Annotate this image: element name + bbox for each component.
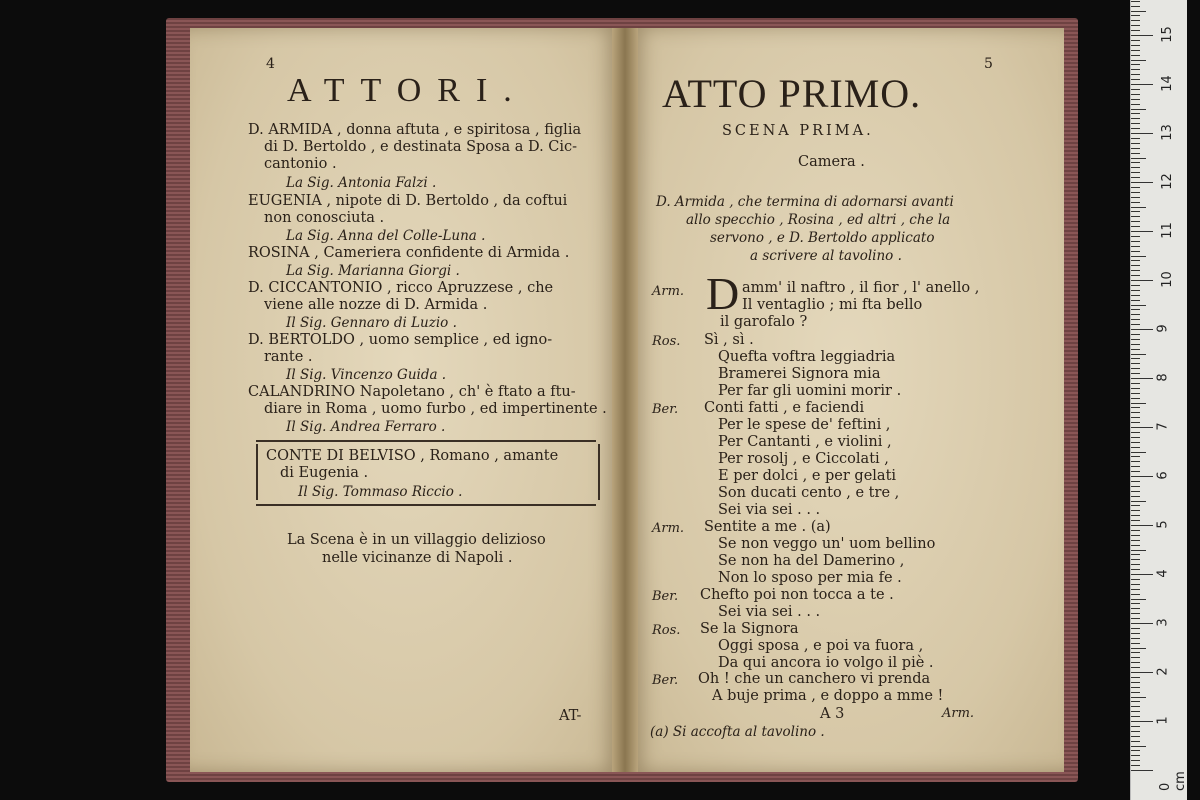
ruler-tick (1131, 197, 1140, 198)
speaker-label: Ber. (652, 673, 679, 688)
verse-line: Per Cantanti , e violini , (718, 434, 892, 450)
ruler-tick (1131, 143, 1140, 144)
ruler-tick (1131, 290, 1140, 291)
ruler-tick (1131, 667, 1140, 668)
bottom-rule (256, 504, 596, 506)
ruler-tick (1131, 260, 1140, 261)
ruler-tick (1131, 535, 1140, 536)
ruler-tick (1131, 128, 1140, 129)
ruler-tick (1131, 496, 1140, 497)
ruler-tick (1131, 447, 1140, 448)
ruler-tick (1131, 657, 1140, 658)
ruler-tick (1131, 716, 1140, 717)
ruler-tick (1131, 138, 1140, 139)
ruler-tick (1131, 69, 1140, 70)
ruler-tick (1131, 515, 1140, 516)
verse-line: E per dolci , e per gelati (718, 468, 897, 484)
ruler-tick (1131, 608, 1140, 609)
cast-line: non conosciuta . (264, 210, 385, 226)
ruler-tick (1131, 275, 1140, 276)
ruler-tick (1131, 349, 1140, 350)
ruler-tick (1131, 295, 1140, 296)
ruler-tick (1131, 589, 1140, 590)
ruler-tick (1131, 319, 1140, 320)
verse-line: Sei via sei . . . (718, 502, 821, 518)
ruler-tick (1131, 417, 1140, 418)
ruler-tick (1131, 202, 1140, 203)
stage-direction-line: servono , e D. Bertoldo applicato (710, 230, 935, 246)
ruler-tick (1131, 471, 1140, 472)
ruler-tick (1131, 501, 1146, 502)
ruler-tick (1131, 265, 1140, 266)
verse-line: Oh ! che un canchero vi prenda (698, 671, 931, 687)
cast-performer: Il Sig. Andrea Ferraro . (286, 419, 446, 435)
verse-line: Non lo sposo per mia fe . (718, 570, 902, 586)
cast-performer: Il Sig. Gennaro di Luzio . (286, 315, 457, 331)
ruler-tick (1131, 1, 1140, 2)
ruler-tick (1131, 540, 1140, 541)
ruler-label: 15 (1159, 26, 1175, 43)
ruler-label: 6 (1155, 471, 1171, 480)
ruler-tick (1131, 368, 1140, 369)
speaker-label: Ber. (652, 402, 679, 417)
ruler-tick (1131, 662, 1140, 663)
ruler-tick (1131, 550, 1146, 551)
ruler-tick (1131, 192, 1140, 193)
verse-line: il garofalo ? (720, 314, 808, 330)
ruler-tick (1131, 633, 1140, 634)
verse-line: amm' il naftro , il fior , l' anello , (742, 280, 980, 296)
ruler-tick (1131, 569, 1140, 570)
cast-performer: La Sig. Antonia Falzi . (286, 175, 437, 191)
boxed-entry-line: CONTE DI BELVISO , Romano , amante (266, 448, 559, 464)
ruler-tick (1131, 403, 1146, 404)
ruler-tick (1131, 20, 1140, 21)
ruler-tick (1131, 358, 1140, 359)
scene-location: Camera . (798, 154, 865, 170)
setting-line: nelle vicinanze di Napoli . (322, 550, 513, 566)
verse-line: Sì , sì . (704, 332, 754, 348)
ruler-label: 7 (1155, 422, 1171, 431)
ruler-tick (1131, 25, 1140, 26)
scene-heading: SCENA PRIMA. (722, 123, 874, 139)
ruler-tick (1131, 559, 1140, 560)
ruler-label: 0 cm (1158, 771, 1188, 791)
setting-line: La Scena è in un villaggio delizioso (287, 532, 546, 548)
ruler-tick (1131, 599, 1146, 600)
ruler-tick (1131, 452, 1146, 453)
ruler-tick (1131, 750, 1140, 751)
book-gutter (612, 28, 638, 772)
ruler-tick (1131, 584, 1140, 585)
left-page-number: 4 (266, 56, 275, 72)
speaker-label: Arm. (652, 284, 685, 299)
ruler-tick (1131, 211, 1140, 212)
ruler-tick (1131, 236, 1140, 237)
ruler-tick (1131, 216, 1140, 217)
cast-line: diare in Roma , uomo furbo , ed impertinente . (264, 401, 607, 417)
ruler-tick (1131, 422, 1140, 423)
top-rule (256, 440, 596, 442)
ruler-label: 2 (1155, 667, 1171, 676)
ruler-tick (1131, 172, 1140, 173)
ruler-tick (1131, 153, 1140, 154)
verse-line: Conti fatti , e faciendi (704, 400, 865, 416)
ruler-label: 5 (1155, 520, 1171, 529)
verse-line: Son ducati cento , e tre , (718, 485, 900, 501)
ruler-tick (1131, 579, 1140, 580)
ruler-tick (1131, 623, 1153, 624)
stage-direction-line: D. Armida , che termina di adornarsi avanti (656, 194, 954, 210)
ruler-tick (1131, 442, 1140, 443)
ruler-tick (1131, 187, 1140, 188)
left-catchword: AT- (559, 708, 582, 724)
ruler-tick (1131, 6, 1140, 7)
ruler-label: 10 (1159, 271, 1175, 288)
verse-line: Se non veggo un' uom bellino (718, 536, 936, 552)
cast-line: D. BERTOLDO , uomo semplice , ed igno- (248, 332, 553, 348)
ruler-tick (1131, 525, 1153, 526)
verse-line: Quefta voftra leggiadria (718, 349, 896, 365)
cast-line: ROSINA , Cameriera confidente di Armida . (248, 245, 570, 261)
ruler-tick (1131, 687, 1140, 688)
ruler-tick (1131, 148, 1140, 149)
ruler-tick (1131, 672, 1153, 673)
cast-line: EUGENIA , nipote di D. Bertoldo , da coftui (248, 193, 568, 209)
ruler-label: 12 (1159, 173, 1175, 190)
ruler-tick (1131, 231, 1153, 232)
right-page-number: 5 (984, 56, 993, 72)
verse-line: Chefto poi non tocca a te . (700, 587, 894, 603)
speaker-label: Ros. (652, 623, 681, 638)
ruler-tick (1131, 393, 1140, 394)
signature-mark: A 3 (820, 706, 845, 722)
ruler-tick (1131, 60, 1146, 61)
ruler-tick (1131, 314, 1140, 315)
ruler-tick (1131, 530, 1140, 531)
cast-line: CALANDRINO Napoletano , ch' è ftato a ftu- (248, 384, 576, 400)
ruler-tick (1131, 270, 1140, 271)
ruler-tick (1131, 162, 1140, 163)
boxed-entry-line: di Eugenia . (280, 465, 369, 481)
ruler-tick (1131, 35, 1153, 36)
ruler-tick (1131, 89, 1140, 90)
verse-line: Oggi sposa , e poi va fuora , (718, 638, 924, 654)
verse-line: Sentite a me . (a) (704, 519, 831, 535)
ruler-tick (1131, 329, 1153, 330)
ruler-tick (1131, 177, 1140, 178)
ruler-tick (1131, 643, 1140, 644)
ruler-tick (1131, 84, 1153, 85)
ruler-tick (1131, 11, 1146, 12)
ruler-tick (1131, 226, 1140, 227)
cast-line: viene alle nozze di D. Armida . (264, 297, 488, 313)
ruler-tick (1131, 305, 1146, 306)
right-page-title: ATTO PRIMO. (662, 71, 922, 116)
ruler-tick (1131, 574, 1153, 575)
ruler-tick (1131, 109, 1146, 110)
ruler-tick (1131, 309, 1140, 310)
ruler-tick (1131, 383, 1140, 384)
ruler-tick (1131, 158, 1146, 159)
ruler-tick (1131, 765, 1140, 766)
cast-line: D. ARMIDA , donna aftuta , e spiritosa , figlia (248, 122, 582, 138)
ruler-tick (1131, 285, 1140, 286)
ruler-tick (1131, 123, 1140, 124)
ruler-tick (1131, 256, 1146, 257)
ruler-label: 8 (1155, 373, 1171, 382)
ruler-tick (1131, 456, 1140, 457)
ruler-tick (1131, 407, 1140, 408)
ruler-tick (1131, 594, 1140, 595)
ruler-tick (1131, 388, 1140, 389)
drop-cap: D (706, 268, 740, 319)
ruler-tick (1131, 246, 1140, 247)
ruler-tick (1131, 677, 1140, 678)
ruler-tick (1131, 412, 1140, 413)
ruler-tick (1131, 613, 1140, 614)
ruler-tick (1131, 324, 1140, 325)
scale-ruler (1130, 0, 1187, 800)
ruler-tick (1131, 94, 1140, 95)
speaker-label: Ber. (652, 589, 679, 604)
ruler-tick (1131, 711, 1140, 712)
ruler-tick (1131, 437, 1140, 438)
ruler-tick (1131, 55, 1140, 56)
right-catchword: Arm. (942, 706, 975, 721)
ruler-tick (1131, 221, 1140, 222)
ruler-label: 4 (1155, 569, 1171, 578)
ruler-tick (1131, 363, 1140, 364)
ruler-label: 11 (1159, 222, 1175, 239)
ruler-tick (1131, 378, 1153, 379)
ruler-tick (1131, 344, 1140, 345)
ruler-tick (1131, 746, 1146, 747)
ruler-tick (1131, 491, 1140, 492)
ruler-tick (1131, 133, 1153, 134)
ruler-tick (1131, 736, 1140, 737)
verse-line: Se non ha del Damerino , (718, 553, 905, 569)
ruler-tick (1131, 74, 1140, 75)
ruler-tick (1131, 118, 1140, 119)
ruler-tick (1131, 697, 1146, 698)
ruler-tick (1131, 618, 1140, 619)
ruler-tick (1131, 113, 1140, 114)
cast-performer: La Sig. Anna del Colle-Luna . (286, 228, 486, 244)
ruler-tick (1131, 241, 1140, 242)
ruler-tick (1131, 45, 1140, 46)
ruler-tick (1131, 354, 1146, 355)
verse-line: Per le spese de' feftini , (718, 417, 891, 433)
cast-performer: Il Sig. Vincenzo Guida . (286, 367, 447, 383)
ruler-tick (1131, 373, 1140, 374)
ruler-tick (1131, 30, 1140, 31)
ruler-tick (1131, 182, 1153, 183)
ruler-tick (1131, 251, 1140, 252)
ruler-tick (1131, 721, 1153, 722)
ruler-tick (1131, 701, 1140, 702)
verse-line: Bramerei Signora mia (718, 366, 881, 382)
ruler-tick (1131, 731, 1140, 732)
ruler-tick (1131, 628, 1140, 629)
ruler-tick (1131, 300, 1140, 301)
ruler-tick (1131, 648, 1146, 649)
ruler-tick (1131, 741, 1140, 742)
ruler-tick (1131, 99, 1140, 100)
ruler-tick (1131, 652, 1140, 653)
ruler-tick (1131, 64, 1140, 65)
ruler-tick (1131, 706, 1140, 707)
verse-line: Per far gli uomini morir . (718, 383, 902, 399)
ruler-tick (1131, 564, 1140, 565)
verse-line: Il ventaglio ; mi fta bello (742, 297, 923, 313)
ruler-tick (1131, 50, 1140, 51)
ruler-tick (1131, 520, 1140, 521)
ruler-tick (1131, 682, 1140, 683)
ruler-tick (1131, 79, 1140, 80)
verse-line: A buje prima , e doppo a mme ! (712, 688, 944, 704)
left-page-title: ATTORI. (287, 72, 528, 109)
ruler-tick (1131, 755, 1140, 756)
stage-direction-line: a scrivere al tavolino . (750, 248, 902, 264)
verse-line: Sei via sei . . . (718, 604, 821, 620)
ruler-tick (1131, 432, 1140, 433)
cast-line: rante . (264, 349, 313, 365)
boxed-entry-performer: Il Sig. Tommaso Riccio . (298, 484, 463, 500)
ruler-tick (1131, 545, 1140, 546)
ruler-tick (1131, 505, 1140, 506)
cast-line: cantonio . (264, 156, 337, 172)
ruler-label: 13 (1159, 124, 1175, 141)
cast-line: D. CICCANTONIO , ricco Apruzzese , che (248, 280, 554, 296)
cast-performer: La Sig. Marianna Giorgi . (286, 263, 460, 279)
verse-line: Da qui ancora io volgo il piè . (718, 655, 934, 671)
speaker-label: Ros. (652, 334, 681, 349)
cast-line: di D. Bertoldo , e destinata Sposa a D. Cic- (264, 139, 578, 155)
ruler-label: 9 (1155, 324, 1171, 333)
ruler-tick (1131, 486, 1140, 487)
stage-direction-line: allo specchio , Rosina , ed altri , che la (686, 212, 951, 228)
ruler-tick (1131, 167, 1140, 168)
footnote: (a) Si accofta al tavolino . (650, 724, 825, 740)
ruler-tick (1131, 280, 1153, 281)
ruler-label: 1 (1155, 716, 1171, 725)
ruler-tick (1131, 104, 1140, 105)
ruler-tick (1131, 603, 1140, 604)
ruler-tick (1131, 510, 1140, 511)
ruler-tick (1131, 398, 1140, 399)
verse-line: Se la Signora (700, 621, 799, 637)
ruler-tick (1131, 339, 1140, 340)
ruler-tick (1131, 726, 1140, 727)
ruler-tick (1131, 466, 1140, 467)
ruler-tick (1131, 334, 1140, 335)
ruler-tick (1131, 461, 1140, 462)
ruler-tick (1131, 554, 1140, 555)
ruler-tick (1131, 692, 1140, 693)
ruler-tick (1131, 15, 1140, 16)
ruler-tick (1131, 760, 1140, 761)
ruler-tick (1131, 427, 1153, 428)
speaker-label: Arm. (652, 521, 685, 536)
ruler-tick (1131, 40, 1140, 41)
ruler-tick (1131, 638, 1140, 639)
ruler-label: 3 (1155, 618, 1171, 627)
ruler-tick (1131, 481, 1140, 482)
verse-line: Per rosolj , e Ciccolati , (718, 451, 889, 467)
ruler-tick (1131, 770, 1153, 771)
ruler-tick (1131, 207, 1146, 208)
ruler-label: 14 (1159, 75, 1175, 92)
ruler-tick (1131, 476, 1153, 477)
